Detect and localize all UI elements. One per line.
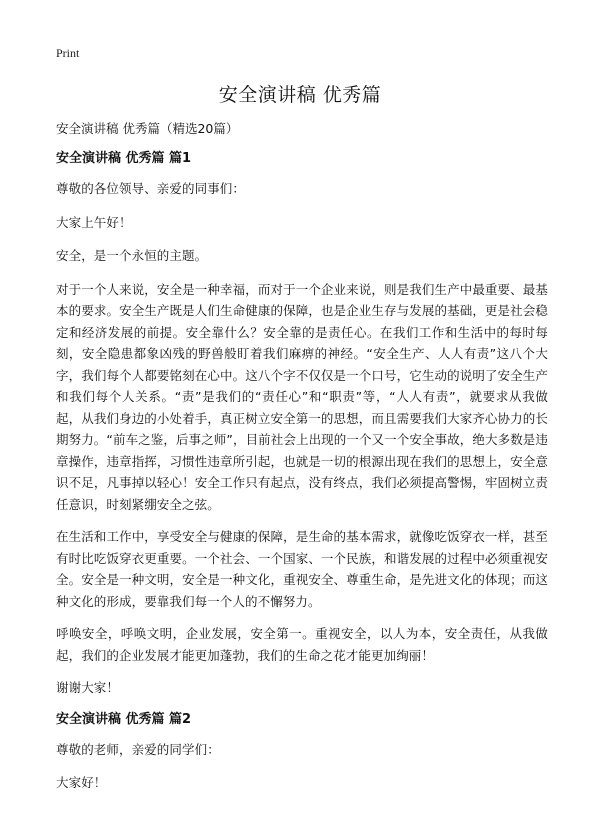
paragraph: 在生活和工作中，享受安全与健康的保障，是生命的基本需求，就像吃饭穿衣一样，甚至有时比吃饭穿衣更重要。一个社会、一个国家、一个民族，和谐发展的过程中必须重视安全。安全是一种文明，安全是一种文化，重视安全、尊重生命，是先进文化的体现；而这种文化的形成，要靠我们每一个人的不懈努力。 (56, 529, 548, 609)
paragraph: 尊敬的老师，亲爱的同学们： (56, 741, 220, 757)
section-2 (56, 711, 548, 794)
paragraph: 对于一个人来说，安全是一种幸福，而对于一个企业来说，则是我们生产中最重要、最基本的要求。安全生产既是人们生命健康的保障，也是企业生存与发展的基础，更是社会稳定和经济发展的前提。安全靠什么？安全靠的是责任心。在我们工作和生活中的每时每刻，安全隐患都象凶残的野兽般盯着我们麻痹的神经。“安全生产、人人有责”这八个大字，我们每个人都要铭刻在心中。这八个字不仅仅是一个口号，它生动的说明了安全生产和我们每个人关系。“责”是我们的“责任心”和“职责”等，“人人有责”，就要求从我做起，从我们身边的小处着手，真正树立安全第一的思想，而且需要我们大家齐心协力的长期努力。“前车之鉴，后事之师”，目前社会上出现的一个又一个安全事故，绝大多数是违章操作，违章指挥，习惯性违章所引起，也就是一切的根源出现在我们的思想上，安全意识不足，凡事掉以轻心！安全工作只有起点，没有终点，我们必须提高警惕，牢固树立责任意识，时刻紧绷安全之弦。 (56, 281, 548, 512)
paragraph: 呼唤安全，呼唤文明，企业发展，安全第一。重视安全，以人为本，安全责任，从我做起，我们的企业发展才能更加蓬勃，我们的生命之花才能更加绚丽！ (56, 626, 548, 663)
section-heading: 安全演讲稿 优秀篇 篇2 (56, 711, 192, 727)
document-title: 安全演讲稿 优秀篇 (218, 84, 382, 106)
paragraph: 大家上午好！ (56, 214, 132, 230)
print-link[interactable]: Print (56, 46, 80, 60)
paragraph: 谢谢大家！ (56, 680, 120, 695)
section-1 (56, 150, 548, 699)
paragraph: 尊敬的各位领导、亲爱的同事们： (56, 181, 246, 196)
document-body (56, 120, 548, 806)
paragraph: 安全，是一个永恒的主题。 (56, 248, 208, 263)
section-heading: 安全演讲稿 优秀篇 篇1 (56, 151, 192, 166)
paragraph: 大家好！ (56, 775, 107, 790)
document-subtitle: 安全演讲稿 优秀篇（精选20篇） (56, 121, 239, 136)
